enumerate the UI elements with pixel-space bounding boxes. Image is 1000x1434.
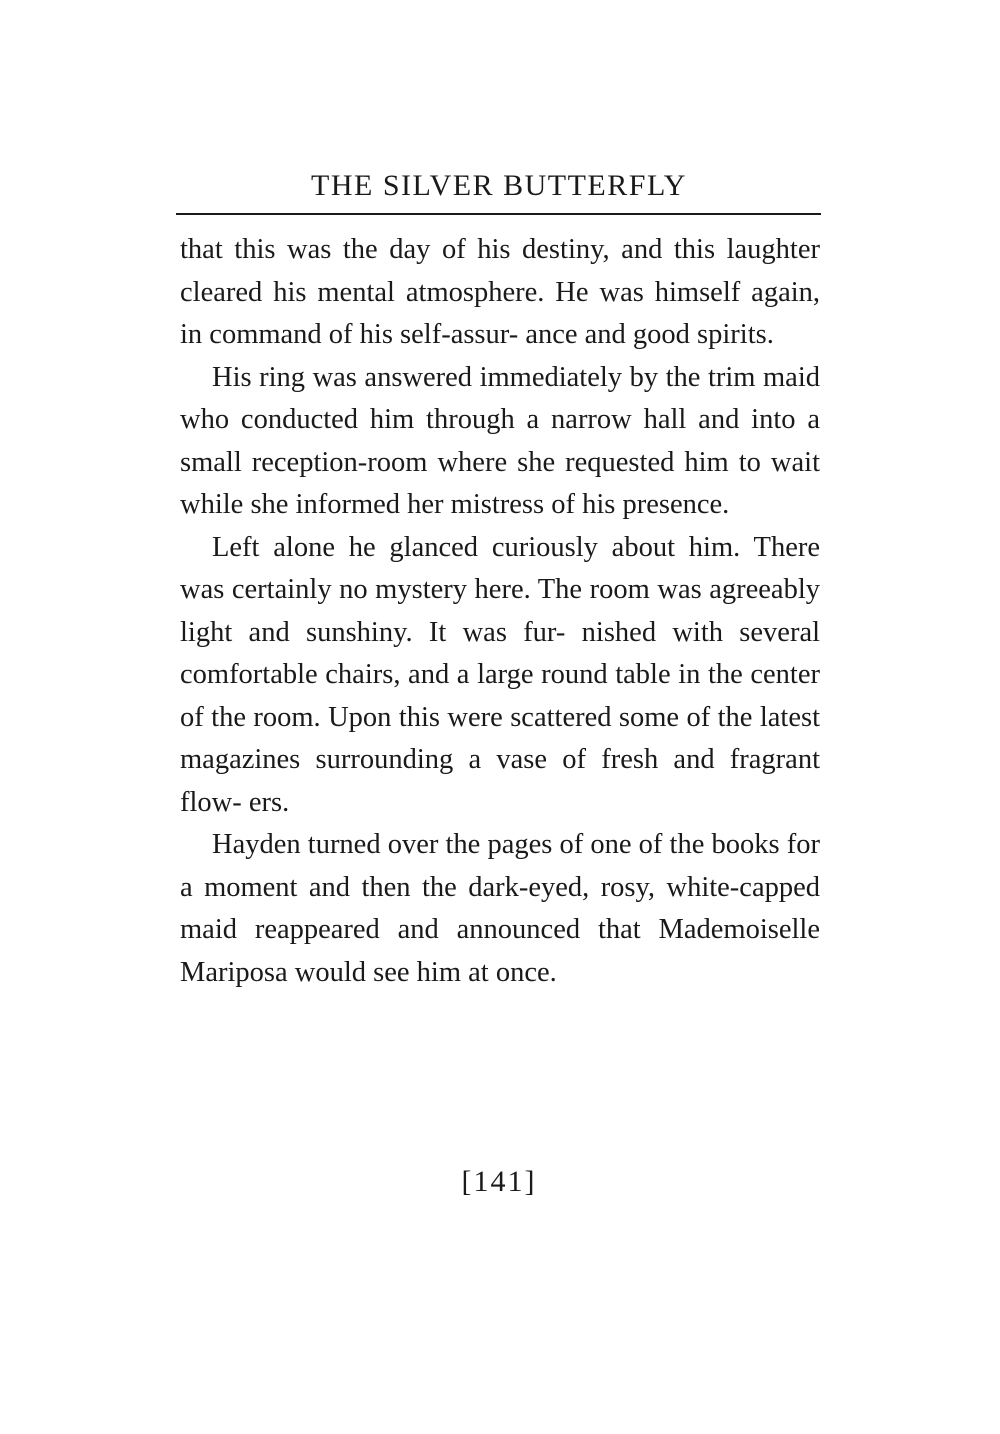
page-number: [141] <box>461 1165 537 1198</box>
running-head: THE SILVER BUTTERFLY <box>311 169 687 202</box>
paragraph-1 <box>180 229 820 357</box>
text-line: was agreeably light and sunshiny. It was fur- <box>180 574 820 648</box>
text-line: that this was the day of his destiny, and this <box>180 234 716 265</box>
text-line: books for a moment and then the dark-eyed, rosy, <box>180 829 820 903</box>
text-line: requested him to wait while she informed her <box>180 446 820 520</box>
text-line: mistress of his presence. <box>450 489 730 520</box>
text-line: white-capped maid reappeared and announced <box>180 871 820 945</box>
text-line: Left alone he glanced curiously about him. <box>212 531 741 563</box>
paragraph-2 <box>180 357 820 527</box>
text-line: surrounding a vase of fresh and fragrant flow- <box>180 744 820 818</box>
text-line: that Mademoiselle Mariposa would see him at <box>180 914 820 988</box>
text-line: once. <box>495 956 557 988</box>
header-rule <box>176 213 821 215</box>
paragraph-4 <box>180 824 820 994</box>
text-line: ance and good spirits. <box>525 319 774 350</box>
text-line: Hayden turned over the pages of one of the <box>212 829 705 860</box>
text-line: this were scattered some of the latest magazines <box>180 701 820 775</box>
text-line: laughter cleared his mental atmosphere. He <box>180 234 820 308</box>
text-line: ers. <box>248 786 290 818</box>
text-line: His ring was answered immediately by the <box>212 361 701 393</box>
text-line: trim maid who conducted him through a narrow <box>180 361 821 435</box>
text-line: large round table in the center of the room. Upon <box>180 659 820 733</box>
text-line: hall and into a small reception-room where she <box>180 404 821 478</box>
text-line: was himself again, in command of his self-assur- <box>180 276 821 350</box>
text-line: There was certainly no mystery here. The room <box>180 531 820 605</box>
body-text <box>180 229 820 994</box>
paragraph-3 <box>180 527 820 825</box>
text-line: nished with several comfortable chairs, and a <box>180 616 821 690</box>
